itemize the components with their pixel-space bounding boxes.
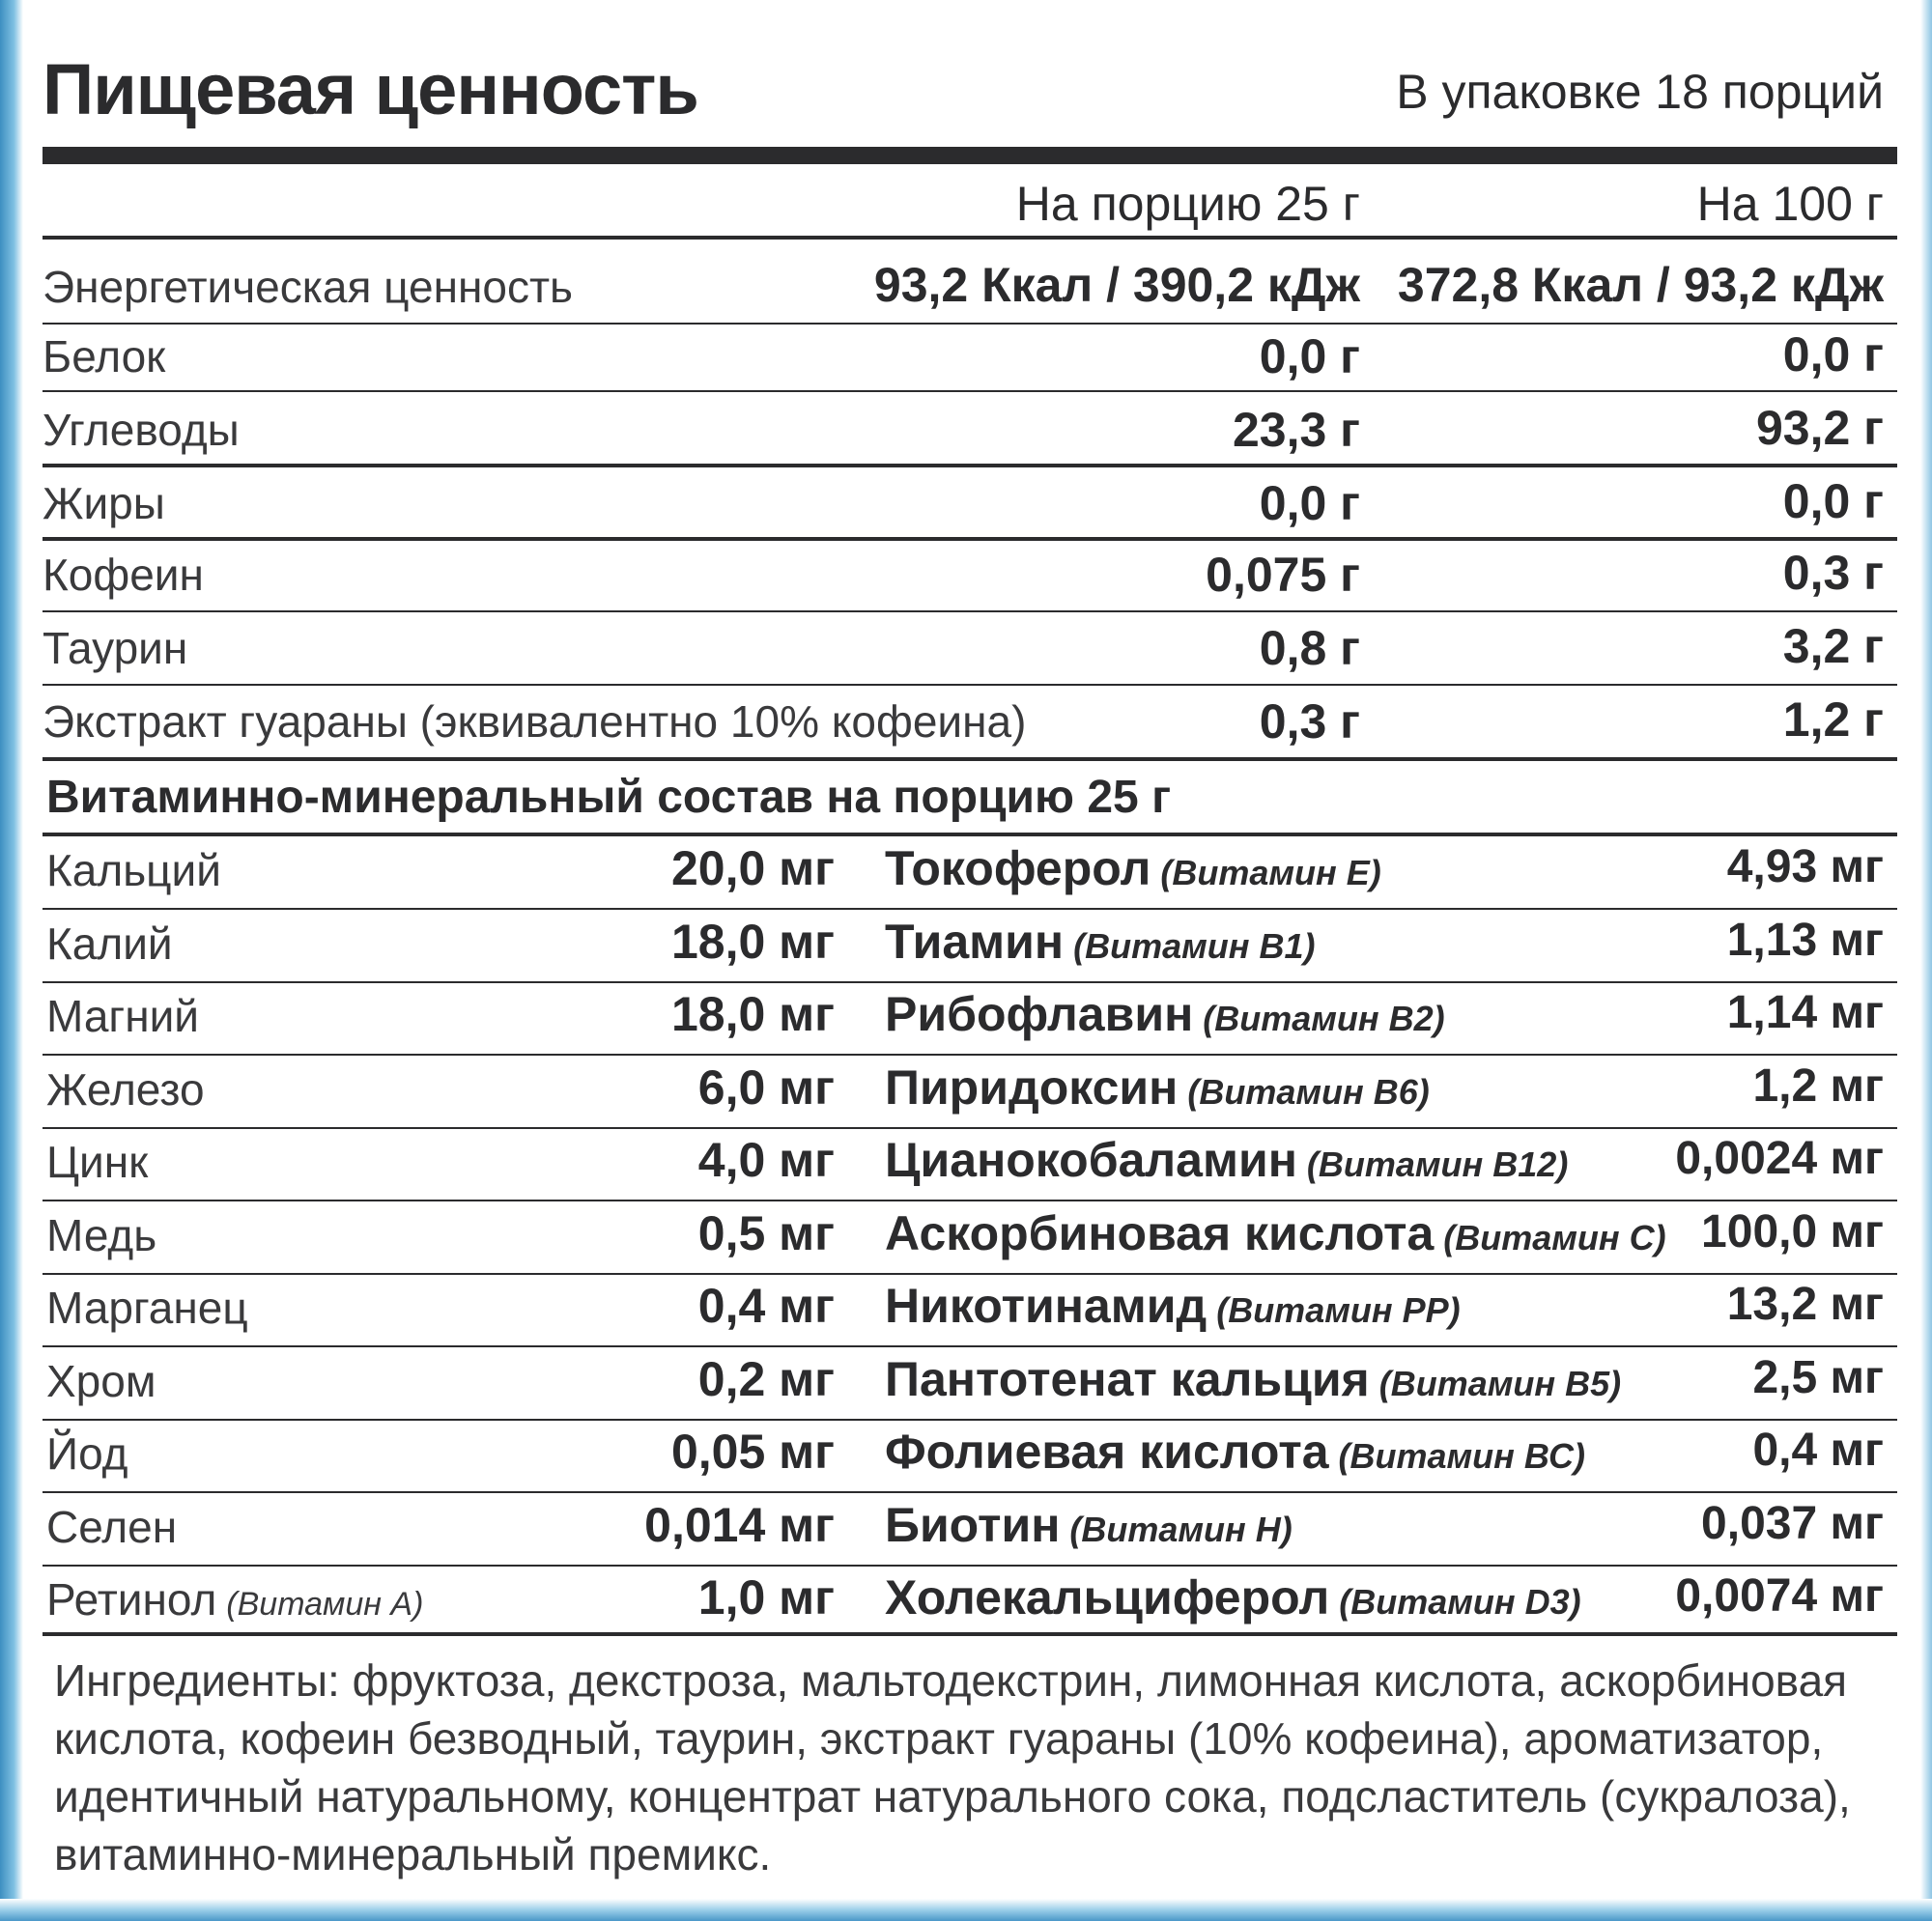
label-title: Пищевая ценность — [43, 49, 698, 129]
row-divider — [43, 390, 1897, 392]
vitamin-value: 100,0 мг — [1701, 1206, 1884, 1257]
row-divider — [43, 981, 1897, 983]
vitamin-note: (Витамин В1) — [1073, 926, 1316, 966]
nutrient-per-100g: 93,2 г — [1755, 401, 1884, 455]
mineral-label: Железо — [46, 1064, 205, 1115]
nutrient-name: Экстракт гуараны (эквивалентно 10% кофеина) — [43, 696, 1027, 747]
mineral-label: Ретинол — [46, 1574, 217, 1624]
vitamin-label: Пантотенат кальция — [885, 1352, 1370, 1406]
nutrient-per-serving: 0,075 г — [1206, 548, 1360, 602]
vitamin-label: Рибофлавин — [885, 987, 1194, 1041]
nutrient-per-serving: 0,0 г — [1259, 476, 1360, 530]
mineral-name — [46, 1282, 248, 1334]
vitamin-value: 4,93 мг — [1726, 841, 1884, 892]
vitamin-name — [885, 1205, 1666, 1261]
mineral-name — [46, 990, 199, 1042]
mineral-label: Кальций — [46, 845, 221, 895]
nutrient-name: Таурин — [43, 623, 188, 673]
header-divider — [43, 236, 1897, 240]
vitamin-name — [885, 1059, 1430, 1116]
nutrient-per-100g: 0,0 г — [1782, 327, 1884, 381]
vitamin-value: 2,5 мг — [1752, 1352, 1884, 1403]
mineral-label: Марганец — [46, 1283, 248, 1333]
vitamin-note: (Витамин РР) — [1216, 1290, 1461, 1330]
vitamin-label: Тиамин — [885, 915, 1065, 969]
mineral-value: 4,0 мг — [697, 1133, 835, 1187]
mineral-label: Йод — [46, 1428, 128, 1479]
nutrient-name: Кофеин — [43, 550, 204, 600]
row-divider — [43, 1419, 1897, 1421]
mineral-name — [46, 1427, 128, 1480]
nutrient-per-100g: 3,2 г — [1782, 619, 1884, 673]
row-divider — [43, 1054, 1897, 1056]
nutrient-per-100g: 0,0 г — [1782, 474, 1884, 528]
vitamin-name — [885, 1497, 1293, 1553]
vitamin-value: 1,2 мг — [1752, 1060, 1884, 1112]
vitamin-name — [885, 840, 1381, 896]
nutrient-per-100g: 0,3 г — [1782, 546, 1884, 600]
row-divider — [43, 684, 1897, 686]
mineral-value: 0,014 мг — [644, 1498, 835, 1552]
column-header-per-100g: На 100 г — [1696, 177, 1884, 231]
vitamin-name — [885, 914, 1316, 970]
mineral-value: 0,4 мг — [697, 1279, 835, 1333]
nutrient-per-serving: 0,8 г — [1259, 621, 1360, 675]
mineral-value: 0,2 мг — [697, 1352, 835, 1406]
vitamin-value: 13,2 мг — [1726, 1279, 1884, 1330]
nutrient-per-serving: 23,3 г — [1232, 403, 1360, 457]
vitamin-value: 0,0024 мг — [1675, 1133, 1884, 1184]
mineral-name — [46, 918, 173, 970]
column-header-per-serving: На порцию 25 г — [1015, 177, 1360, 231]
mineral-value: 20,0 мг — [670, 841, 835, 895]
vitamin-note: (Витамин С) — [1443, 1218, 1666, 1257]
vitamin-name — [885, 1569, 1581, 1625]
vitamin-note: (Витамин В6) — [1187, 1072, 1430, 1112]
row-divider — [43, 1200, 1897, 1201]
vitamin-label: Токоферол — [885, 841, 1151, 895]
vitamin-name — [885, 1132, 1568, 1188]
vitamin-value: 1,14 мг — [1726, 987, 1884, 1038]
vitamin-label: Аскорбиновая кислота — [885, 1206, 1435, 1260]
vitamin-name — [885, 1351, 1621, 1407]
vitamin-mineral-title: Витаминно-минеральный состав на порцию 25 г — [46, 772, 1172, 823]
mineral-value: 0,5 мг — [697, 1206, 835, 1260]
mineral-value: 18,0 мг — [670, 987, 835, 1041]
vitamin-name — [885, 1424, 1585, 1480]
nutrient-name: Энергетическая ценность — [43, 262, 574, 312]
title-divider — [43, 147, 1897, 164]
vitamin-note: (Витамин D3) — [1339, 1582, 1581, 1622]
nutrient-name: Белок — [43, 331, 166, 381]
container-edge-bottom — [0, 1899, 1932, 1921]
vitamin-label: Никотинамид — [885, 1279, 1208, 1333]
nutrient-per-100g: 372,8 Ккал / 93,2 кДж — [1397, 258, 1884, 312]
mineral-name — [46, 1063, 205, 1116]
mineral-note: (Витамин А) — [226, 1586, 424, 1623]
nutrient-per-serving: 0,3 г — [1259, 694, 1360, 749]
vitamin-value: 0,0074 мг — [1675, 1570, 1884, 1622]
container-edge-left — [0, 0, 23, 1921]
vitamin-value: 1,13 мг — [1726, 915, 1884, 966]
vitamin-label: Холекальциферол — [885, 1570, 1330, 1624]
row-divider — [43, 1565, 1897, 1567]
mineral-name — [46, 1355, 156, 1407]
mineral-value: 18,0 мг — [670, 915, 835, 969]
vitamin-label: Пиридоксин — [885, 1060, 1179, 1115]
mineral-label: Хром — [46, 1356, 156, 1406]
row-divider — [43, 1127, 1897, 1129]
vitamin-note: (Витамин В2) — [1203, 999, 1445, 1038]
nutrient-per-serving: 93,2 Ккал / 390,2 кДж — [873, 258, 1360, 312]
ingredients-text: Ингредиенты: фруктоза, декстроза, мальтодекстрин, лимонная кислота, аскорбиновая кислота, кофеин безводный, таурин, экстракт гуараны (10% кофеина), ароматизатор, идентичный натуральному, концентрат натурального сока, подсластитель (сукралоза), витаминно-минеральный премикс. — [54, 1655, 1851, 1879]
mineral-label: Цинк — [46, 1137, 149, 1187]
mineral-value: 1,0 мг — [697, 1570, 835, 1624]
mineral-name — [46, 844, 221, 896]
row-divider — [43, 610, 1897, 612]
row-divider — [43, 537, 1897, 541]
nutrient-name: Углеводы — [43, 405, 240, 455]
row-divider — [43, 464, 1897, 467]
vitamin-name — [885, 1278, 1461, 1334]
row-divider — [43, 1273, 1897, 1275]
ingredients-divider — [43, 1632, 1897, 1636]
row-divider — [43, 323, 1897, 325]
mineral-label: Калий — [46, 918, 173, 969]
vitamin-note: (Витамин ВС) — [1338, 1436, 1585, 1476]
mineral-value: 0,05 мг — [670, 1425, 835, 1479]
row-divider — [43, 1345, 1897, 1347]
vitamin-note: (Витамин В5) — [1378, 1364, 1622, 1403]
nutrient-per-serving: 0,0 г — [1259, 329, 1360, 383]
section-divider — [43, 833, 1897, 836]
mineral-label: Магний — [46, 991, 199, 1041]
vitamin-note: (Витамин Е) — [1160, 853, 1381, 892]
container-edge-right — [1920, 0, 1932, 1921]
vitamin-value: 0,4 мг — [1752, 1425, 1884, 1476]
mineral-name — [46, 1209, 156, 1261]
nutrient-name: Жиры — [43, 478, 165, 528]
vitamin-note: (Витамин В12) — [1306, 1144, 1569, 1184]
vitamin-note: (Витамин Н) — [1069, 1510, 1293, 1549]
vitamin-label: Фолиевая кислота — [885, 1425, 1329, 1479]
row-divider — [43, 757, 1897, 761]
vitamin-value: 0,037 мг — [1701, 1498, 1884, 1549]
mineral-value: 6,0 мг — [697, 1060, 835, 1115]
mineral-name — [46, 1501, 177, 1553]
nutrient-per-100g: 1,2 г — [1782, 692, 1884, 747]
vitamin-name — [885, 986, 1445, 1042]
vitamin-label: Цианокобаламин — [885, 1133, 1297, 1187]
vitamin-label: Биотин — [885, 1498, 1061, 1552]
row-divider — [43, 1491, 1897, 1493]
mineral-name — [46, 1573, 423, 1625]
servings-per-pack: В упаковке 18 порций — [1396, 65, 1884, 119]
mineral-name — [46, 1136, 148, 1188]
mineral-label: Медь — [46, 1210, 157, 1260]
row-divider — [43, 908, 1897, 910]
mineral-label: Селен — [46, 1502, 178, 1552]
